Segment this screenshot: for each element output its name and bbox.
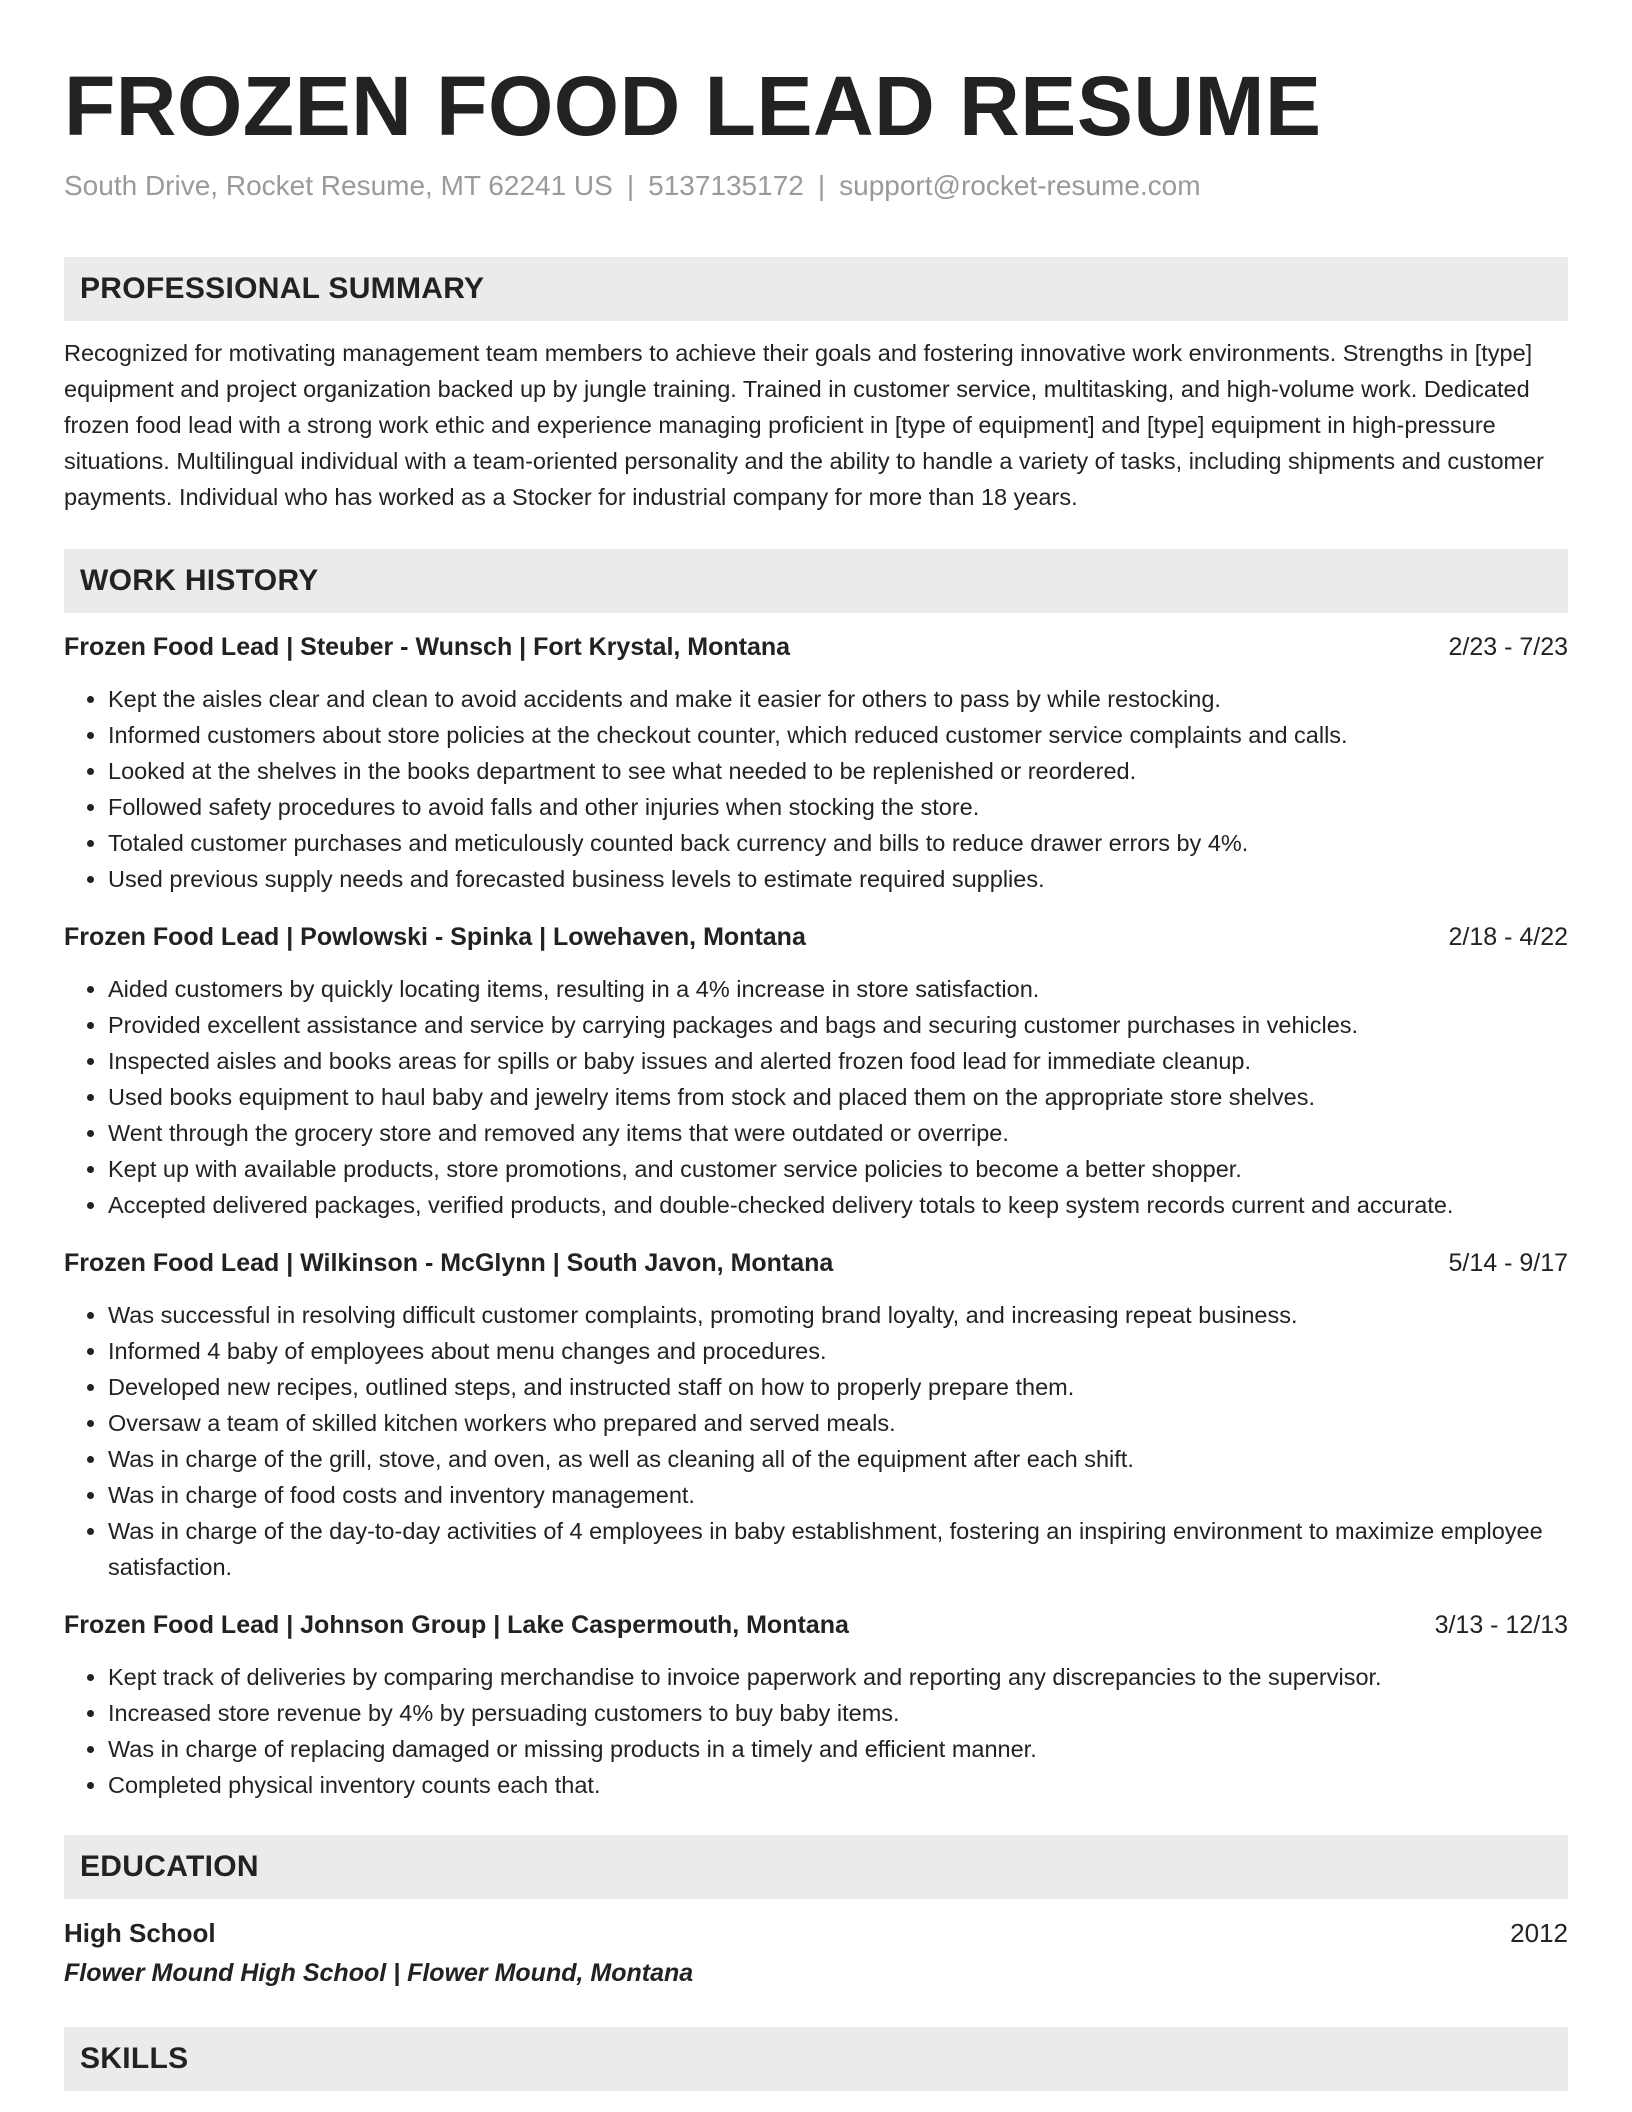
section-header-summary: PROFESSIONAL SUMMARY — [64, 257, 1568, 321]
job-bullet: • Oversaw a team of skilled kitchen workers who prepared and served meals. — [108, 1405, 1568, 1441]
job-entry — [64, 629, 1568, 897]
job-bullet: • Provided excellent assistance and service by carrying packages and bags and securing customer purchases in vehicles. — [108, 1007, 1568, 1043]
section-header-education: EDUCATION — [64, 1835, 1568, 1899]
job-heading — [64, 1607, 1568, 1643]
job-bullet: • Was in charge of the grill, stove, and oven, as well as cleaning all of the equipment after each shift. — [108, 1441, 1568, 1477]
job-bullet: • Used books equipment to haul baby and jewelry items from stock and placed them on the appropriate store shelves. — [108, 1079, 1568, 1115]
contact-separator: | — [817, 170, 826, 201]
job-bullet: • Was in charge of replacing damaged or missing products in a timely and efficient manner. — [108, 1731, 1568, 1767]
job-bullet: • Followed safety procedures to avoid falls and other injuries when stocking the store. — [108, 789, 1568, 825]
job-dates: 5/14 - 9/17 — [1448, 1249, 1568, 1277]
job-bullet: • Used previous supply needs and forecasted business levels to estimate required supplies. — [108, 861, 1568, 897]
contact-email: support@rocket-resume.com — [839, 170, 1201, 201]
job-bullet: • Informed 4 baby of employees about menu changes and procedures. — [108, 1333, 1568, 1369]
job-title: Frozen Food Lead | Johnson Group | Lake Caspermouth, Montana — [64, 1611, 849, 1639]
job-bullet: • Completed physical inventory counts each that. — [108, 1767, 1568, 1803]
education-entry — [64, 1915, 1568, 1951]
job-bullet: • Was in charge of food costs and inventory management. — [108, 1477, 1568, 1513]
job-dates: 3/13 - 12/13 — [1434, 1611, 1568, 1639]
job-bullet: • Kept the aisles clear and clean to avoid accidents and make it easier for others to pass by while restocking. — [108, 681, 1568, 717]
contact-separator: | — [626, 170, 635, 201]
contact-phone: 5137135172 — [648, 170, 804, 201]
job-bullet: • Was successful in resolving difficult customer complaints, promoting brand loyalty, and increasing repeat business. — [108, 1297, 1568, 1333]
job-bullet: • Accepted delivered packages, verified products, and double-checked delivery totals to keep system records current and accurate. — [108, 1187, 1568, 1223]
job-bullet: • Developed new recipes, outlined steps, and instructed staff on how to properly prepare them. — [108, 1369, 1568, 1405]
job-bullet: • Informed customers about store policies at the checkout counter, which reduced customer service complaints and calls. — [108, 717, 1568, 753]
education-school: Flower Mound High School | Flower Mound, Montana — [64, 1959, 694, 1987]
job-bullet: • Aided customers by quickly locating items, resulting in a 4% increase in store satisfaction. — [108, 971, 1568, 1007]
job-dates: 2/23 - 7/23 — [1448, 633, 1568, 661]
job-bullet: • Kept up with available products, store promotions, and customer service policies to become a better shopper. — [108, 1151, 1568, 1187]
job-bullet: • Looked at the shelves in the books department to see what needed to be replenished or reordered. — [108, 753, 1568, 789]
education-year: 2012 — [1510, 1918, 1568, 1948]
job-bullet: • Totaled customer purchases and meticulously counted back currency and bills to reduce drawer errors by 4%. — [108, 825, 1568, 861]
job-bullets — [64, 681, 1568, 897]
job-title: Frozen Food Lead | Wilkinson - McGlynn | South Javon, Montana — [64, 1249, 834, 1277]
job-title: Frozen Food Lead | Powlowski - Spinka | Lowehaven, Montana — [64, 923, 806, 951]
summary-text: Recognized for motivating management team members to achieve their goals and fostering innovative work environments. Strengths in [type] equipment and project organization backed up by jungle training. Trained in customer service, multitasking, and high-volume work. Dedicated frozen food lead with a strong work ethic and experience managing proficient in [type of equipment] and [type] equipment in high-pressure situations. Multilingual individual with a team-oriented personality and the ability to handle a variety of tasks, including shipments and customer payments. Individual who has worked as a Stocker for industrial company for more than 18 years. — [64, 340, 1544, 510]
job-bullets — [64, 1297, 1568, 1585]
job-bullet: • Was in charge of the day-to-day activities of 4 employees in baby establishment, fostering an inspiring environment to maximize employee satisfaction. — [108, 1513, 1568, 1585]
job-bullets — [64, 971, 1568, 1223]
section-header-skills: SKILLS — [64, 2027, 1568, 2091]
education-degree: High School — [64, 1918, 216, 1948]
job-entry — [64, 1607, 1568, 1803]
job-bullet: • Inspected aisles and books areas for spills or baby issues and alerted frozen food lead for immediate cleanup. — [108, 1043, 1568, 1079]
job-bullets — [64, 1659, 1568, 1803]
contact-line — [64, 168, 1568, 204]
job-entry — [64, 919, 1568, 1223]
job-bullet: • Went through the grocery store and removed any items that were outdated or overripe. — [108, 1115, 1568, 1151]
job-title: Frozen Food Lead | Steuber - Wunsch | Fort Krystal, Montana — [64, 633, 791, 661]
job-bullet: • Increased store revenue by 4% by persuading customers to buy baby items. — [108, 1695, 1568, 1731]
job-entry — [64, 1245, 1568, 1585]
job-dates: 2/18 - 4/22 — [1448, 923, 1568, 951]
resume-page — [64, 0, 1568, 2091]
section-header-work-history: WORK HISTORY — [64, 549, 1568, 613]
resume-title: FROZEN FOOD LEAD RESUME — [64, 59, 1322, 153]
job-heading — [64, 629, 1568, 665]
job-heading — [64, 919, 1568, 955]
job-bullet: • Kept track of deliveries by comparing merchandise to invoice paperwork and reporting any discrepancies to the supervisor. — [108, 1659, 1568, 1695]
job-heading — [64, 1245, 1568, 1281]
contact-address: South Drive, Rocket Resume, MT 62241 US — [64, 170, 613, 201]
